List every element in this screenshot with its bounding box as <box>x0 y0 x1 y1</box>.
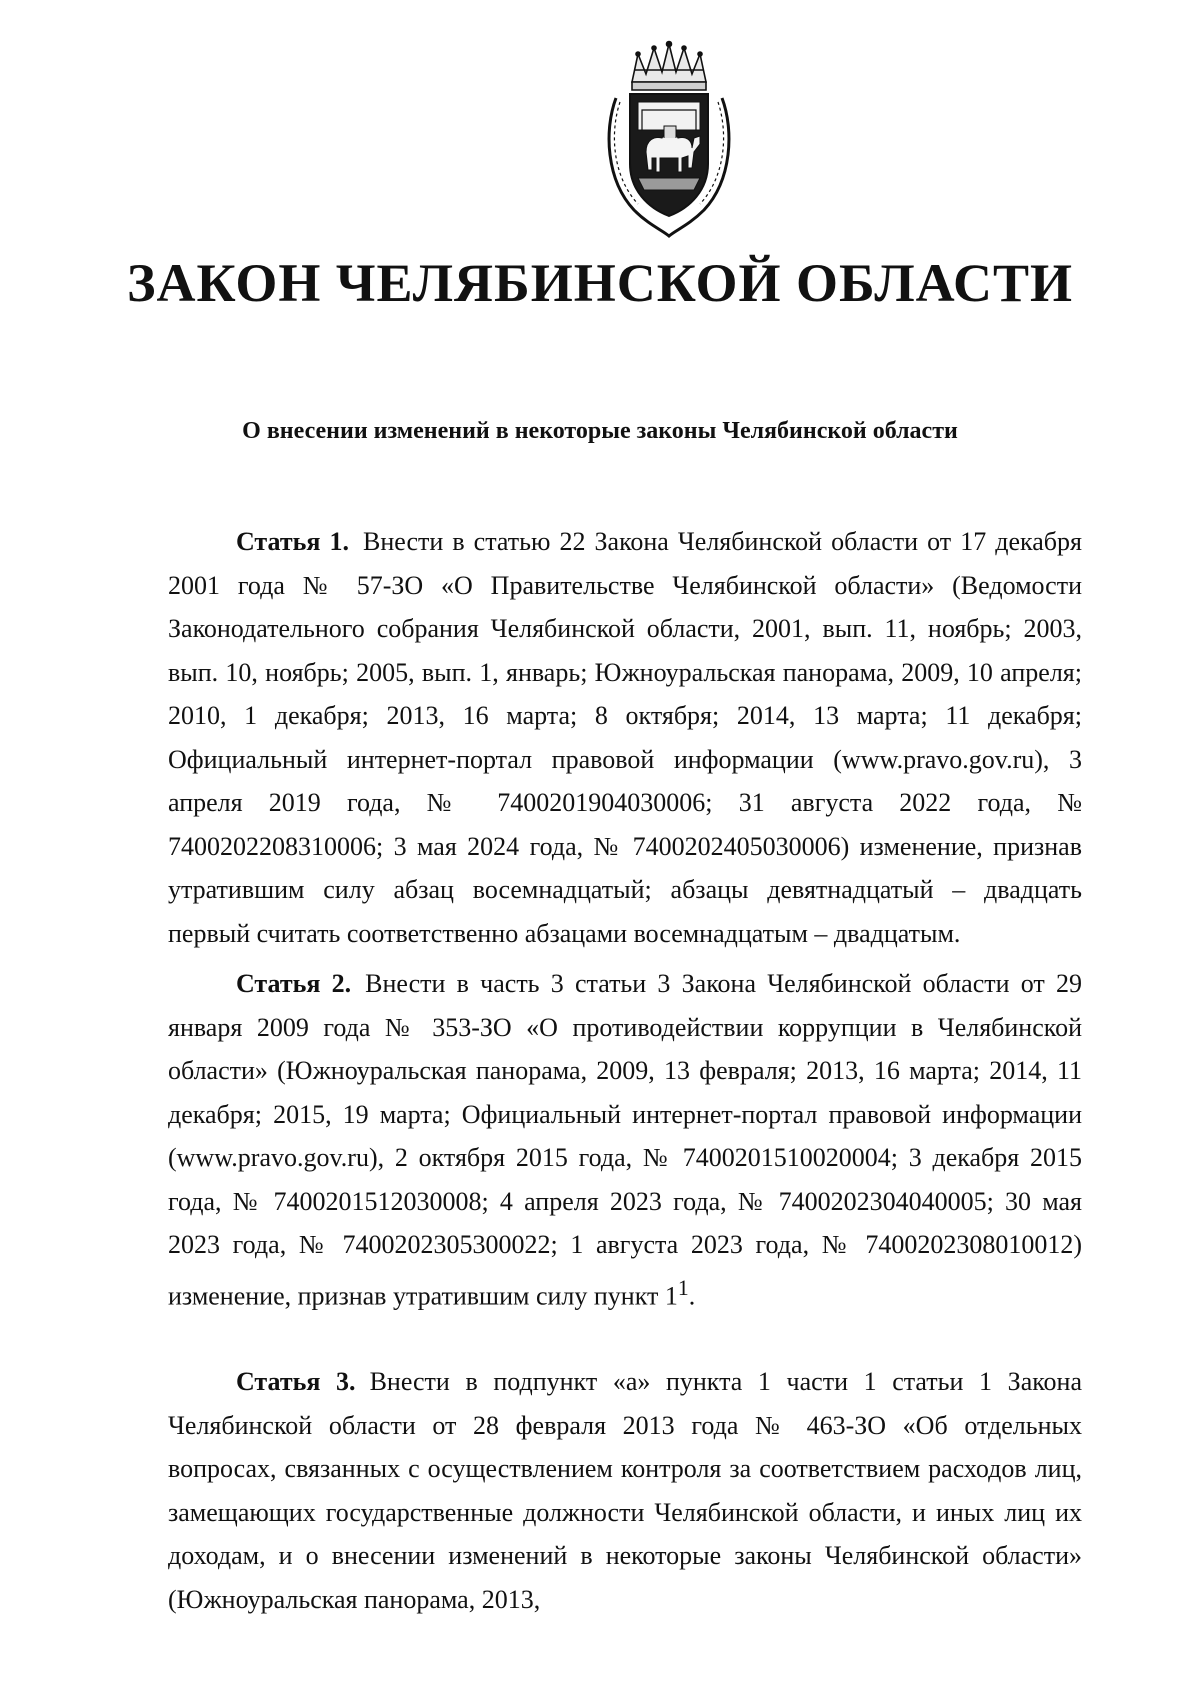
law-title: ЗАКОН ЧЕЛЯБИНСКОЙ ОБЛАСТИ <box>127 253 1073 313</box>
article-2 <box>168 962 1082 1318</box>
article-3-text: Внести в подпункт «а» пункта 1 части 1 статьи 1 Закона Челябинской области от 28 февраля 2013 года № 463-ЗО «Об отдельных вопросах, связанных с осуществлением контроля за соответствием расходов лиц, замещающих государственные должности Челябинской области, и иных лиц их доходам, и о внесении изменений в некоторые законы Челябинской области» (Южноуральская панорама, 2013, <box>168 1367 1082 1614</box>
law-subtitle: О внесении изменений в некоторые законы Челябинской области <box>242 418 958 444</box>
article-1-text: Внести в статью 22 Закона Челябинской области от 17 декабря 2001 года № 57-ЗО «О Правительстве Челябинской области» (Ведомости Законодательного собрания Челябинской области, 2001, вып. 11, ноябрь; 2003, вып. 10, ноябрь; 2005, вып. 1, январь; Южноуральская панорама, 2009, 10 апреля; 2010, 1 декабря; 2013, 16 марта; 8 октября; 2014, 13 марта; 11 декабря; Официальный интернет-портал правовой информации (www.pravo.gov.ru), 3 апреля 2019 года, № 7400201904030006; 31 августа 2022 года, № 7400202208310006; 3 мая 2024 года, № 7400202405030006) изменение, признав утратившим силу абзац восемнадцатый; абзацы девятнадцатый – двадцать первый считать соответственно абзацами восемнадцатым – двадцатым. <box>168 527 1082 948</box>
article-1-heading: Статья 1. <box>236 527 349 556</box>
crown-icon <box>632 42 706 91</box>
article-2-text: Внести в часть 3 статьи 3 Закона Челябинской области от 29 января 2009 года № 353-ЗО «О противодействии коррупции в Челябинской области» (Южноуральская панорама, 2009, 13 февраля; 2013, 16 марта; 2014, 11 декабря; 2015, 19 марта; Официальный интернет-портал правовой информации (www.pravo.gov.ru), 2 октября 2015 года, № 7400201510020004; 3 декабря 2015 года, № 7400201512030008; 4 апреля 2023 года, № 7400202304040005; 30 мая 2023 года, № 7400202305300022; 1 августа 2023 года, № 7400202308010012) изменение, признав утратившим силу пункт 1 <box>168 969 1083 1311</box>
article-3-heading: Статья 3. <box>236 1367 356 1396</box>
chelyabinsk-coat-of-arms-icon <box>594 40 744 240</box>
article-1 <box>168 520 1082 955</box>
article-2-tail: . <box>688 1281 696 1311</box>
article-3 <box>168 1360 1082 1621</box>
article-2-heading: Статья 2. <box>236 969 352 998</box>
article-2-superscript: 1 <box>677 1275 689 1300</box>
